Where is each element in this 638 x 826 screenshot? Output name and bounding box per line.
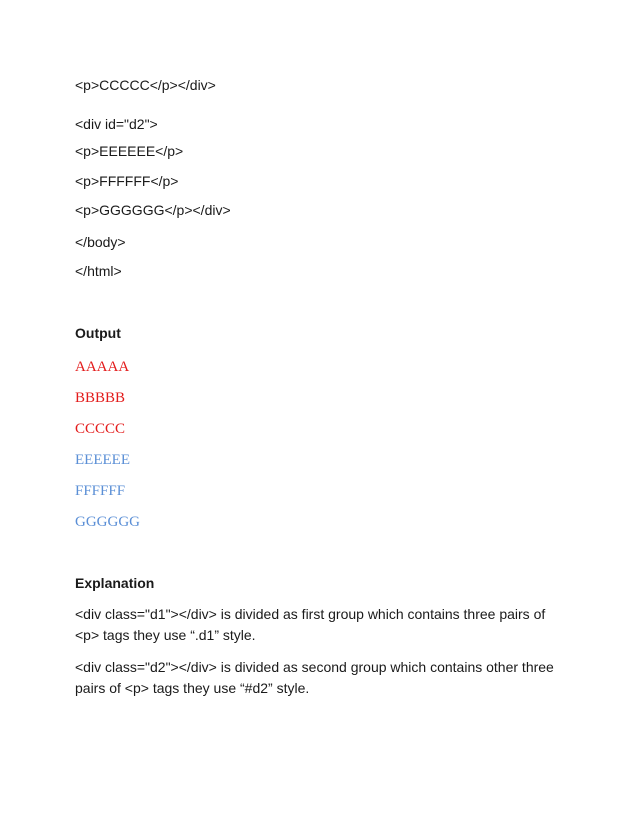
code-line: <p>FFFFFF</p> bbox=[75, 173, 179, 189]
code-line: <p>GGGGGG</p></div> bbox=[75, 202, 231, 218]
output-line-blue: FFFFFF bbox=[75, 483, 126, 499]
code-line: <div id="d2"> bbox=[75, 116, 158, 132]
output-line-red: BBBBB bbox=[75, 390, 126, 406]
code-line: <p>CCCCC</p></div> bbox=[75, 77, 216, 93]
output-heading: Output bbox=[75, 325, 121, 341]
explanation-paragraph: <div class="d1"></div> is divided as first group which contains three pairs of <p> tags they use “.d1” style. bbox=[75, 606, 546, 643]
output-line-red: CCCCC bbox=[75, 421, 126, 437]
code-line: <p>EEEEEE</p> bbox=[75, 143, 184, 159]
output-line-blue: GGGGGG bbox=[75, 514, 140, 530]
explanation-heading: Explanation bbox=[75, 575, 155, 591]
output-line-red: AAAAA bbox=[75, 359, 130, 375]
explanation-paragraph: <div class="d2"></div> is divided as second group which contains other three pairs of <p> tags they use “#d2” style. bbox=[75, 659, 554, 696]
code-line: </html> bbox=[75, 263, 122, 279]
output-line-blue: EEEEEE bbox=[75, 452, 130, 468]
code-line: </body> bbox=[75, 234, 126, 250]
